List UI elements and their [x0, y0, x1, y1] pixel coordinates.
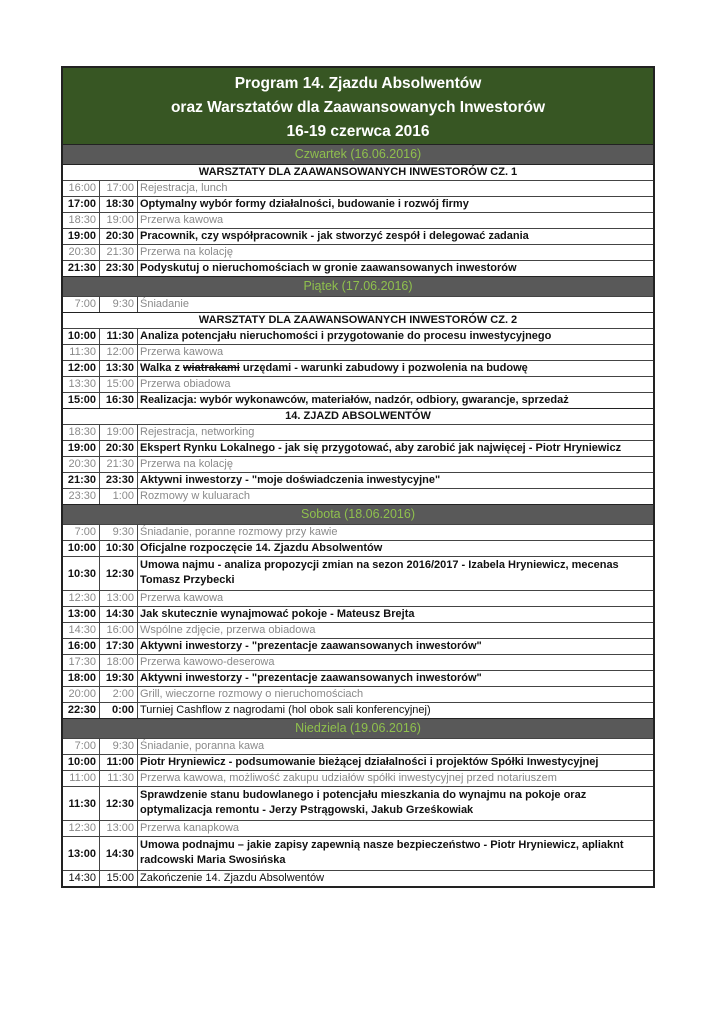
- session-title: Przerwa kawowa, możliwość zakupu udziałów spółki inwestycyjnej przed notariuszem: [140, 772, 557, 784]
- start-time: 18:30: [63, 213, 100, 228]
- schedule-row: [63, 360, 653, 376]
- schedule-row: [63, 702, 653, 718]
- end-time: 13:30: [100, 361, 138, 376]
- start-time: 14:30: [63, 623, 100, 638]
- end-time: 21:30: [100, 245, 138, 260]
- schedule-row: [63, 180, 653, 196]
- session-title: Grill, wieczorne rozmowy o nieruchomościach: [140, 688, 364, 700]
- end-time: 12:00: [100, 345, 138, 360]
- schedule-row: [63, 654, 653, 670]
- schedule-row: [63, 638, 653, 654]
- session-title: Przerwa kawowa: [140, 592, 224, 604]
- end-time: 16:30: [100, 393, 138, 408]
- start-time: 10:00: [63, 329, 100, 344]
- start-time: 17:00: [63, 197, 100, 212]
- start-time: 15:00: [63, 393, 100, 408]
- session-title: Podyskutuj o nieruchomościach w gronie zaawansowanych inwestorów: [140, 262, 517, 274]
- schedule-row: [63, 670, 653, 686]
- end-time: 11:30: [100, 329, 138, 344]
- session-title: Przerwa kawowa: [140, 214, 224, 226]
- schedule-row: [63, 686, 653, 702]
- start-time: 16:00: [63, 181, 100, 196]
- start-time: 12:30: [63, 591, 100, 606]
- session-title: Aktywni inwestorzy - "moje doświadczenia inwestycyjne": [140, 474, 441, 486]
- schedule-row: [63, 260, 653, 276]
- session-title: Przerwa obiadowa: [140, 378, 231, 390]
- session-title: Pracownik, czy współpracownik - jak stworzyć zespół i delegować zadania: [140, 230, 529, 242]
- session-title: Realizacja: wybór wykonawców, materiałów, nadzór, odbiory, gwarancje, sprzedaż: [140, 394, 569, 406]
- session-title: Piotr Hryniewicz - podsumowanie bieżącej działalności i projektów Spółki Inwestycyjnej: [140, 756, 599, 768]
- day-header-thursday: Czwartek (16.06.2016): [63, 144, 653, 164]
- session-title: Śniadanie, poranne rozmowy przy kawie: [140, 526, 338, 538]
- end-time: 0:00: [100, 703, 138, 718]
- schedule-row: [63, 540, 653, 556]
- start-time: 11:00: [63, 771, 100, 786]
- schedule-row: [63, 456, 653, 472]
- session-title: Przerwa kawowa: [140, 346, 224, 358]
- start-time: 19:00: [63, 229, 100, 244]
- day-header-sunday: Niedziela (19.06.2016): [63, 718, 653, 738]
- schedule-row: [63, 870, 653, 886]
- schedule-row: [63, 392, 653, 408]
- start-time: 11:30: [63, 345, 100, 360]
- schedule-row: [63, 488, 653, 504]
- end-time: 16:00: [100, 623, 138, 638]
- title-suffix: urzędami - warunki zabudowy i pozwolenia na budowę: [239, 362, 528, 374]
- section-header: WARSZTATY DLA ZAAWANSOWANYCH INWESTORÓW CZ. 1: [63, 164, 653, 180]
- end-time: 12:30: [100, 557, 138, 590]
- session-title: [138, 361, 653, 376]
- title-line-1: Program 14. Zjazdu Absolwentów: [234, 75, 482, 92]
- section-header: 14. ZJAZD ABSOLWENTÓW: [63, 408, 653, 424]
- start-time: 11:30: [63, 787, 100, 820]
- end-time: 2:00: [100, 687, 138, 702]
- start-time: 7:00: [63, 297, 100, 312]
- session-title: Przerwa na kolację: [140, 458, 233, 470]
- session-title: Jak skutecznie wynajmować pokoje - Mateusz Brejta: [140, 608, 415, 620]
- session-title: Sprawdzenie stanu budowlanego i potencjału mieszkania do wynajmu na pokoje oraz optymalizacja remontu - Jerzy Pstrągowski, Jakub Grześkowiak: [140, 789, 587, 816]
- end-time: 18:30: [100, 197, 138, 212]
- end-time: 9:30: [100, 525, 138, 540]
- schedule-row: [63, 228, 653, 244]
- start-time: 10:00: [63, 755, 100, 770]
- start-time: 18:30: [63, 425, 100, 440]
- end-time: 23:30: [100, 473, 138, 488]
- session-title: Przerwa na kolację: [140, 246, 233, 258]
- start-time: 18:00: [63, 671, 100, 686]
- start-time: 20:30: [63, 245, 100, 260]
- session-title: Rozmowy w kuluarach: [140, 490, 251, 502]
- section-header: WARSZTATY DLA ZAAWANSOWANYCH INWESTORÓW CZ. 2: [63, 312, 653, 328]
- schedule-row: [63, 196, 653, 212]
- schedule-row: [63, 424, 653, 440]
- end-time: 9:30: [100, 739, 138, 754]
- title-prefix: Walka z: [140, 362, 183, 374]
- session-title: Ekspert Rynku Lokalnego - jak się przygotować, aby zarobić jak najwięcej - Piotr Hryniewicz: [140, 442, 622, 454]
- schedule-row: [63, 244, 653, 260]
- schedule-row: [63, 820, 653, 836]
- session-title: Rejestracja, lunch: [140, 182, 228, 194]
- schedule-row: [63, 738, 653, 754]
- session-title: Rejestracja, networking: [140, 426, 255, 438]
- start-time: 13:00: [63, 607, 100, 622]
- start-time: 20:30: [63, 457, 100, 472]
- start-time: 7:00: [63, 739, 100, 754]
- title-line-2: oraz Warsztatów dla Zaawansowanych Inwestorów: [170, 99, 546, 116]
- program-table: [61, 66, 655, 888]
- end-time: 20:30: [100, 229, 138, 244]
- start-time: 17:30: [63, 655, 100, 670]
- session-title: Śniadanie: [140, 298, 189, 310]
- start-time: 21:30: [63, 473, 100, 488]
- end-time: 17:00: [100, 181, 138, 196]
- title-line-3: 16-19 czerwca 2016: [286, 123, 430, 140]
- end-time: 12:30: [100, 787, 138, 820]
- session-title: Turniej Cashflow z nagrodami (hol obok sali konferencyjnej): [140, 704, 431, 716]
- start-time: 10:00: [63, 541, 100, 556]
- session-title: Analiza potencjału nieruchomości i przygotowanie do procesu inwestycyjnego: [140, 330, 552, 342]
- session-title: Zakończenie 14. Zjazdu Absolwentów: [140, 872, 325, 884]
- schedule-row: [63, 622, 653, 638]
- session-title: Aktywni inwestorzy - "prezentacje zaawansowanych inwestorów": [140, 672, 482, 684]
- start-time: 14:30: [63, 871, 100, 886]
- start-time: 12:00: [63, 361, 100, 376]
- end-time: 9:30: [100, 297, 138, 312]
- session-title: Śniadanie, poranna kawa: [140, 740, 265, 752]
- end-time: 11:30: [100, 771, 138, 786]
- schedule-row: [63, 590, 653, 606]
- schedule-row: [63, 344, 653, 360]
- schedule-row: [63, 556, 653, 590]
- end-time: 10:30: [100, 541, 138, 556]
- program-title: [63, 68, 653, 144]
- start-time: 16:00: [63, 639, 100, 654]
- session-title: Umowa najmu - analiza propozycji zmian na sezon 2016/2017 - Izabela Hryniewicz, mecenas Tomasz Przybecki: [140, 559, 619, 586]
- schedule-row: [63, 606, 653, 622]
- schedule-row: [63, 212, 653, 228]
- end-time: 1:00: [100, 489, 138, 504]
- session-title: Przerwa kawowo-deserowa: [140, 656, 275, 668]
- end-time: 18:00: [100, 655, 138, 670]
- start-time: 10:30: [63, 557, 100, 590]
- end-time: 23:30: [100, 261, 138, 276]
- end-time: 19:30: [100, 671, 138, 686]
- end-time: 19:00: [100, 425, 138, 440]
- struck-word: wiatrakami: [183, 362, 240, 374]
- end-time: 11:00: [100, 755, 138, 770]
- end-time: 13:00: [100, 821, 138, 836]
- day-header-friday: Piątek (17.06.2016): [63, 276, 653, 296]
- schedule-row: [63, 328, 653, 344]
- schedule-row: [63, 524, 653, 540]
- end-time: 19:00: [100, 213, 138, 228]
- start-time: 19:00: [63, 441, 100, 456]
- session-title: Oficjalne rozpoczęcie 14. Zjazdu Absolwentów: [140, 542, 383, 554]
- session-title: Wspólne zdjęcie, przerwa obiadowa: [140, 624, 316, 636]
- start-time: 7:00: [63, 525, 100, 540]
- end-time: 14:30: [100, 607, 138, 622]
- schedule-row: [63, 754, 653, 770]
- schedule-row: [63, 296, 653, 312]
- schedule-row: [63, 836, 653, 870]
- end-time: 14:30: [100, 837, 138, 870]
- start-time: 13:00: [63, 837, 100, 870]
- session-title: Przerwa kanapkowa: [140, 822, 240, 834]
- end-time: 20:30: [100, 441, 138, 456]
- schedule-row: [63, 376, 653, 392]
- end-time: 17:30: [100, 639, 138, 654]
- end-time: 15:00: [100, 871, 138, 886]
- session-title: Optymalny wybór formy działalności, budowanie i rozwój firmy: [140, 198, 469, 210]
- start-time: 13:30: [63, 377, 100, 392]
- start-time: 22:30: [63, 703, 100, 718]
- start-time: 12:30: [63, 821, 100, 836]
- end-time: 21:30: [100, 457, 138, 472]
- session-title: Umowa podnajmu – jakie zapisy zapewnią nasze bezpieczeństwo - Piotr Hryniewicz, apliaknt radcowski Maria Swosińska: [140, 839, 624, 866]
- schedule-row: [63, 786, 653, 820]
- session-title: Aktywni inwestorzy - "prezentacje zaawansowanych inwestorów": [140, 640, 482, 652]
- end-time: 15:00: [100, 377, 138, 392]
- start-time: 21:30: [63, 261, 100, 276]
- start-time: 23:30: [63, 489, 100, 504]
- schedule-row: [63, 770, 653, 786]
- start-time: 20:00: [63, 687, 100, 702]
- day-header-saturday: Sobota (18.06.2016): [63, 504, 653, 524]
- end-time: 13:00: [100, 591, 138, 606]
- schedule-row: [63, 440, 653, 456]
- schedule-row: [63, 472, 653, 488]
